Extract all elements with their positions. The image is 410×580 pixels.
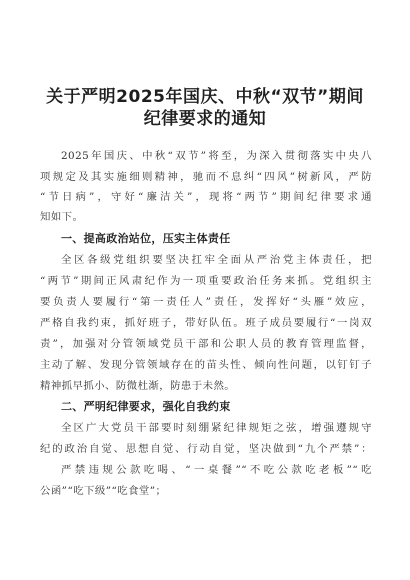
intro-line: 2025年国庆、中秋“双节”将至，为深入贯彻落实中央八 bbox=[61, 150, 372, 162]
section2-line: 全区广大党员干部要时刻绷紧纪律规矩之弦，增强遵规守 bbox=[61, 422, 372, 434]
intro-line: “节日病”，守好“廉洁关”，现将“两节”期间纪律要求通 bbox=[40, 191, 372, 203]
section1-line: 责”，加强对分管领域党员干部和公职人员的教育管理监督， bbox=[40, 338, 372, 350]
section-heading-1: 一、提高政治站位，压实主体责任 bbox=[61, 232, 231, 245]
section2-line: 严禁违规公款吃喝、“一桌餐”“不吃公款吃老板”“吃 bbox=[61, 464, 372, 476]
section1-line: 严格自我约束，抓好班子，带好队伍。班子成员要履行“一岗双 bbox=[40, 317, 372, 329]
intro-line: 知如下。 bbox=[40, 211, 84, 223]
section1-line: 全区各级党组织要坚决扛牢全面从严治党主体责任，把 bbox=[61, 254, 372, 266]
section1-line: 精神抓早抓小、防微杜渐，防患于未然。 bbox=[40, 380, 236, 392]
section1-line: 要负责人要履行“第一责任人”责任，发挥好“头雁”效应， bbox=[40, 296, 372, 308]
intro-line: 项规定及其实施细则精神，驰而不息纠“四风”树新风，严防 bbox=[40, 171, 372, 183]
section1-line: “两节”期间正风肃纪作为一项重要政治任务来抓。党组织主 bbox=[40, 275, 372, 287]
section-heading-2: 二、严明纪律要求，强化自我约束 bbox=[61, 400, 231, 413]
document-title-line-2: 纪律要求的通知 bbox=[143, 109, 267, 129]
document-title-line-1: 关于严明2025年国庆、中秋“双节”期间 bbox=[46, 87, 364, 107]
section1-line: 主动了解、发现分管领域存在的苗头性、倾向性问题，以钉钉子 bbox=[40, 359, 372, 371]
section2-line: 纪的政治自觉、思想自觉、行动自觉，坚决做到“九个严禁”： bbox=[40, 443, 372, 455]
section2-line: 公函”“吃下级”“吃食堂”； bbox=[40, 485, 167, 497]
